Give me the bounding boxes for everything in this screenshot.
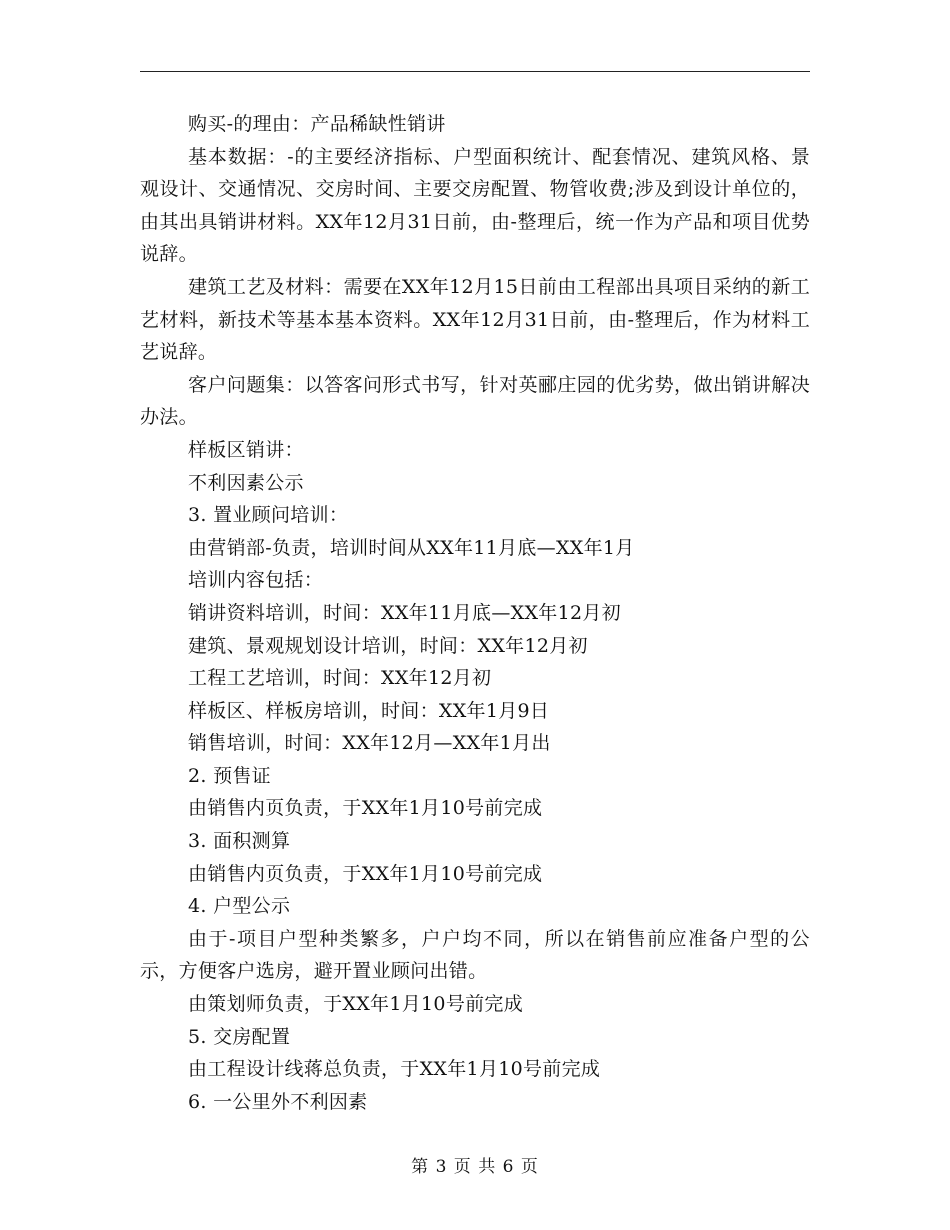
paragraph: 由于-项目户型种类繁多，户户均不同，所以在销售前应准备户型的公示，方便客户选房，避开置业顾问出错。 (140, 927, 810, 983)
paragraph: 6. 一公里外不利因素 (188, 1090, 368, 1113)
paragraph: 客户问题集：以答客问形式书写，针对英郦庄园的优劣势，做出销讲解决办法。 (140, 373, 810, 429)
header-rule (140, 71, 810, 72)
paragraph: 基本数据：-的主要经济指标、户型面积统计、配套情况、建筑风格、景观设计、交通情况、交房时间、主要交房配置、物管收费;涉及到设计单位的，由其出具销讲材料。XX年12月31日前，由-整理后，统一作为产品和项目优势说辞。 (140, 145, 810, 266)
paragraph: 工程工艺培训，时间：XX年12月初 (188, 667, 492, 690)
paragraph: 3. 面积测算 (188, 830, 291, 853)
paragraph: 3. 置业顾问培训： (188, 504, 349, 527)
paragraph: 销讲资料培训，时间：XX年11月底—XX年12月初 (188, 601, 621, 624)
paragraph: 由营销部-负责，培训时间从XX年11月底—XX年1月 (188, 536, 635, 559)
paragraph: 由销售内页负责，于XX年1月10号前完成 (188, 862, 543, 885)
paragraph: 由策划师负责，于XX年1月10号前完成 (188, 993, 524, 1016)
page-number: 第 3 页 共 6 页 (411, 1157, 539, 1177)
paragraph: 购买-的理由：产品稀缺性销讲 (188, 113, 446, 135)
body-text (140, 108, 810, 1118)
paragraph: 4. 户型公示 (188, 895, 291, 918)
page-footer (0, 1152, 950, 1177)
paragraph: 由工程设计线蒋总负责，于XX年1月10号前完成 (188, 1058, 601, 1081)
paragraph: 建筑工艺及材料：需要在XX年12月15日前由工程部出具项目采纳的新工艺材料，新技术等基本基本资料。XX年12月31日前，由-整理后，作为材料工艺说辞。 (140, 275, 810, 364)
paragraph: 销售培训，时间：XX年12月—XX年1月出 (188, 732, 551, 755)
paragraph: 由销售内页负责，于XX年1月10号前完成 (188, 797, 543, 820)
paragraph: 5. 交房配置 (188, 1025, 291, 1048)
paragraph: 样板区、样板房培训，时间：XX年1月9日 (188, 699, 550, 722)
paragraph: 不利因素公示 (188, 471, 304, 494)
paragraph: 培训内容包括： (188, 569, 324, 592)
paragraph: 2. 预售证 (188, 764, 271, 787)
paragraph: 样板区销讲： (188, 438, 304, 461)
paragraph: 建筑、景观规划设计培训，时间：XX年12月初 (188, 634, 588, 657)
